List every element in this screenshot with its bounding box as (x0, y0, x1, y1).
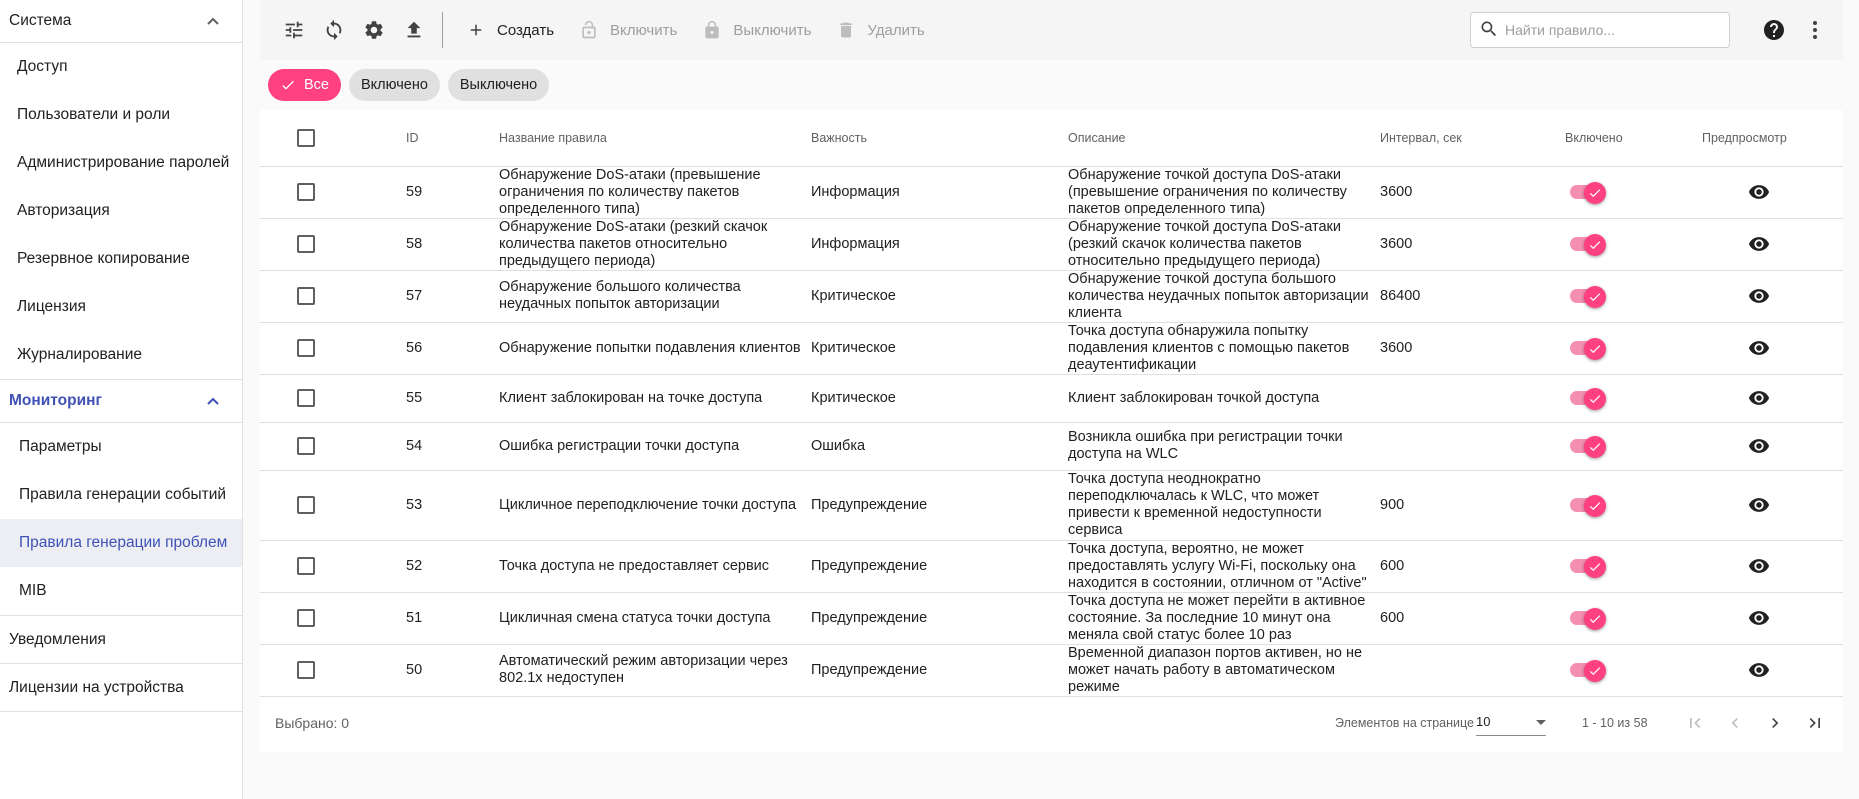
enabled-cell (1561, 374, 1698, 422)
row-checkbox[interactable] (297, 557, 315, 575)
row-select-cell (260, 322, 402, 374)
row-checkbox[interactable] (297, 235, 315, 253)
header-name[interactable]: Название правила (495, 110, 807, 166)
rule-id: 50 (402, 644, 495, 696)
rule-name: Обнаружение большого количества неудачных попыток авторизации (495, 270, 807, 322)
sidebar-item-label: Доступ (17, 58, 68, 75)
enabled-toggle[interactable] (1570, 338, 1606, 358)
rule-name: Цикличная смена статуса точки доступа (495, 592, 807, 644)
row-checkbox[interactable] (297, 339, 315, 357)
sidebar-item-label: Администрирование паролей (17, 154, 230, 171)
refresh-icon[interactable] (314, 10, 354, 50)
sidebar-item-authorization[interactable] (0, 187, 242, 235)
main-content (260, 0, 1843, 731)
trash-icon (835, 19, 857, 41)
rule-name: Обнаружение DoS-атаки (превышение ограничения по количеству пакетов определенного типа) (495, 166, 807, 218)
header-interval[interactable]: Интервал, сек (1376, 110, 1561, 166)
rule-severity: Критическое (807, 322, 1064, 374)
delete-button[interactable] (825, 12, 938, 48)
per-page-value: 10 (1476, 714, 1491, 729)
sidebar-group-label: Лицензии на устройства (9, 678, 184, 696)
rule-severity: Критическое (807, 270, 1064, 322)
enabled-cell (1561, 166, 1698, 218)
table-row[interactable] (260, 322, 1843, 374)
preview-cell (1698, 540, 1843, 592)
rule-id: 58 (402, 218, 495, 270)
enabled-toggle[interactable] (1570, 608, 1606, 628)
sidebar-item-label: Параметры (19, 438, 102, 455)
sidebar-group-device-licenses[interactable] (0, 664, 242, 712)
enabled-cell (1561, 270, 1698, 322)
plus-icon (465, 19, 487, 41)
check-icon (1584, 338, 1606, 360)
preview-cell (1698, 592, 1843, 644)
rule-description: Обнаружение точкой доступа DoS-атаки (превышение ограничения по количеству пакетов определенного типа) (1064, 166, 1376, 218)
rule-description: Обнаружение точкой доступа DoS-атаки (резкий скачок количества пакетов относительно предыдущего периода) (1064, 218, 1376, 270)
help-icon[interactable] (1758, 14, 1790, 46)
enable-button-label: Включить (610, 21, 678, 39)
rule-interval (1376, 644, 1561, 696)
create-button[interactable] (455, 12, 568, 48)
check-icon (280, 77, 296, 93)
rule-name: Обнаружение попытки подавления клиентов (495, 322, 807, 374)
table-row[interactable] (260, 270, 1843, 322)
rules-table (260, 110, 1843, 697)
toolbar-divider (442, 12, 443, 48)
table-row[interactable] (260, 644, 1843, 696)
enabled-cell (1561, 322, 1698, 374)
preview-cell (1698, 322, 1843, 374)
search-input[interactable] (1505, 22, 1715, 38)
enabled-cell (1561, 644, 1698, 696)
rule-severity: Предупреждение (807, 592, 1064, 644)
rule-severity: Критическое (807, 374, 1064, 422)
enable-button[interactable] (568, 12, 691, 48)
sidebar-item-label: Правила генерации проблем (19, 534, 228, 551)
sidebar-item-label: MIB (19, 582, 47, 599)
dropdown-arrow-icon (1536, 714, 1546, 729)
row-select-cell (260, 540, 402, 592)
rule-interval (1376, 422, 1561, 470)
preview-cell (1698, 166, 1843, 218)
rule-severity: Ошибка (807, 422, 1064, 470)
rule-interval: 900 (1376, 470, 1561, 540)
rule-severity: Предупреждение (807, 470, 1064, 540)
check-icon (1584, 286, 1606, 308)
enabled-cell (1561, 592, 1698, 644)
table-row[interactable] (260, 422, 1843, 470)
rule-name: Обнаружение DoS-атаки (резкий скачок количества пакетов относительно предыдущего периода) (495, 218, 807, 270)
rule-description: Временной диапазон портов активен, но не может начать работу в автоматическом режиме (1064, 644, 1376, 696)
enabled-toggle[interactable] (1570, 182, 1606, 202)
eye-icon[interactable] (1748, 285, 1839, 307)
sidebar-item-license[interactable] (0, 283, 242, 331)
filter-chip-label: Все (304, 77, 329, 93)
rule-interval: 3600 (1376, 166, 1561, 218)
row-checkbox[interactable] (297, 389, 315, 407)
sidebar-item-password-admin[interactable] (0, 139, 242, 187)
table-row[interactable] (260, 540, 1843, 592)
header-select (260, 110, 402, 166)
rule-id: 52 (402, 540, 495, 592)
row-checkbox[interactable] (297, 496, 315, 514)
row-select-cell (260, 374, 402, 422)
rule-name: Ошибка регистрации точки доступа (495, 422, 807, 470)
enabled-toggle[interactable] (1570, 436, 1606, 456)
next-page-icon[interactable] (1760, 708, 1790, 738)
sidebar-item-label: Журналирование (17, 346, 142, 363)
enabled-toggle[interactable] (1570, 286, 1606, 306)
rule-id: 59 (402, 166, 495, 218)
disable-button[interactable] (691, 12, 825, 48)
eye-icon[interactable] (1748, 435, 1839, 457)
preview-cell (1698, 470, 1843, 540)
sidebar-item-users-roles[interactable] (0, 91, 242, 139)
sidebar-group-label: Мониторинг (9, 392, 102, 409)
pagination (1680, 708, 1830, 738)
sidebar-group-system[interactable] (0, 0, 242, 43)
rule-interval: 86400 (1376, 270, 1561, 322)
rule-description: Точка доступа, вероятно, не может предоставлять услугу Wi-Fi, поскольку она находится в состоянии, отличном от "Active" (1064, 540, 1376, 592)
sidebar (0, 0, 243, 799)
eye-icon[interactable] (1748, 387, 1839, 409)
first-page-icon[interactable] (1680, 708, 1710, 738)
preview-cell (1698, 422, 1843, 470)
eye-icon[interactable] (1748, 233, 1839, 255)
create-button-label: Создать (497, 21, 555, 39)
filter-chip-disabled[interactable] (448, 69, 549, 101)
tune-icon[interactable] (274, 10, 314, 50)
more-vert-icon[interactable] (1805, 14, 1825, 46)
row-checkbox[interactable] (297, 437, 315, 455)
delete-button-label: Удалить (867, 21, 925, 39)
sidebar-group-notifications[interactable] (0, 616, 242, 664)
lock-open-icon (578, 19, 600, 41)
check-icon (1584, 608, 1606, 630)
filter-chip-all[interactable] (268, 69, 341, 101)
eye-icon[interactable] (1748, 607, 1839, 629)
enabled-toggle[interactable] (1570, 556, 1606, 576)
check-icon (1584, 436, 1606, 458)
rule-id: 55 (402, 374, 495, 422)
chevron-up-icon (206, 394, 220, 408)
per-page-label: Элементов на странице (1335, 716, 1474, 730)
rule-interval: 600 (1376, 592, 1561, 644)
last-page-icon[interactable] (1800, 708, 1830, 738)
filter-chip-label: Выключено (459, 77, 538, 93)
sidebar-item-backup[interactable] (0, 235, 242, 283)
sidebar-group-label: Система (9, 12, 72, 29)
sidebar-item-label: Лицензия (17, 298, 86, 315)
sidebar-item-mib[interactable] (0, 567, 242, 615)
enabled-cell (1561, 218, 1698, 270)
sidebar-item-label: Резервное копирование (17, 250, 190, 267)
disable-button-label: Выключить (733, 21, 812, 39)
rule-description: Точка доступа не может перейти в активное состояние. За последние 10 минут она меняла свой статус более 10 раз (1064, 592, 1376, 644)
check-icon (1584, 495, 1606, 517)
rule-name: Клиент заблокирован на точке доступа (495, 374, 807, 422)
check-icon (1584, 182, 1606, 204)
rule-name: Цикличное переподключение точки доступа (495, 470, 807, 540)
row-checkbox[interactable] (297, 183, 315, 201)
table-body (260, 166, 1843, 696)
rule-id: 57 (402, 270, 495, 322)
rule-interval: 600 (1376, 540, 1561, 592)
row-select-cell (260, 592, 402, 644)
preview-cell (1698, 270, 1843, 322)
check-icon (1584, 234, 1606, 256)
per-page-select[interactable] (1476, 708, 1546, 736)
header-enabled[interactable]: Включено (1561, 110, 1698, 166)
search-box (1470, 12, 1730, 48)
prev-page-icon[interactable] (1720, 708, 1750, 738)
rule-name: Точка доступа не предоставляет сервис (495, 540, 807, 592)
enabled-toggle[interactable] (1570, 660, 1606, 680)
row-select-cell (260, 422, 402, 470)
upload-icon[interactable] (394, 10, 434, 50)
sidebar-item-label: Пользователи и роли (17, 106, 171, 123)
enabled-cell (1561, 422, 1698, 470)
check-icon (1584, 660, 1606, 682)
sidebar-item-event-rules[interactable] (0, 471, 242, 519)
eye-icon[interactable] (1748, 181, 1839, 203)
eye-icon[interactable] (1748, 337, 1839, 359)
preview-cell (1698, 374, 1843, 422)
sidebar-group-label: Уведомления (9, 630, 106, 648)
row-select-cell (260, 644, 402, 696)
rule-severity: Предупреждение (807, 644, 1064, 696)
rules-table-card (260, 110, 1843, 752)
eye-icon[interactable] (1748, 555, 1839, 577)
enabled-cell (1561, 470, 1698, 540)
table-footer (260, 694, 1843, 752)
table-row[interactable] (260, 470, 1843, 540)
eye-icon[interactable] (1748, 494, 1839, 516)
check-icon (1584, 388, 1606, 410)
rule-interval: 3600 (1376, 322, 1561, 374)
table-row[interactable] (260, 374, 1843, 422)
sidebar-system-list (0, 43, 242, 380)
row-select-cell (260, 218, 402, 270)
filter-chip-enabled[interactable] (349, 69, 440, 101)
filter-chip-label: Включено (361, 77, 428, 93)
rule-interval (1376, 374, 1561, 422)
rule-severity: Предупреждение (807, 540, 1064, 592)
page-range: 1 - 10 из 58 (1582, 716, 1648, 730)
selected-count: Выбрано: 0 (275, 715, 350, 731)
preview-cell (1698, 644, 1843, 696)
eye-icon[interactable] (1748, 659, 1839, 681)
select-all-checkbox[interactable] (297, 129, 315, 147)
rule-description: Обнаружение точкой доступа большого количества неудачных попыток авторизации клиента (1064, 270, 1376, 322)
sidebar-item-problem-rules[interactable] (0, 519, 242, 567)
check-icon (1584, 556, 1606, 578)
enabled-toggle[interactable] (1570, 388, 1606, 408)
sidebar-group-monitoring[interactable] (0, 380, 242, 423)
enabled-toggle[interactable] (1570, 495, 1606, 515)
lock-icon (701, 19, 723, 41)
rule-id: 51 (402, 592, 495, 644)
toolbar (260, 0, 1843, 60)
rule-interval: 3600 (1376, 218, 1561, 270)
row-select-cell (260, 166, 402, 218)
gear-icon[interactable] (354, 10, 394, 50)
row-select-cell (260, 270, 402, 322)
row-checkbox[interactable] (297, 661, 315, 679)
rule-description: Возникла ошибка при регистрации точки доступа на WLC (1064, 422, 1376, 470)
rule-description: Клиент заблокирован точкой доступа (1064, 374, 1376, 422)
sidebar-monitoring-list (0, 423, 242, 616)
rule-description: Точка доступа обнаружила попытку подавления клиентов с помощью пакетов деаутентификации (1064, 322, 1376, 374)
filter-chips (260, 60, 1843, 110)
enabled-cell (1561, 540, 1698, 592)
sidebar-item-label: Авторизация (17, 202, 110, 219)
sidebar-item-logging[interactable] (0, 331, 242, 379)
row-select-cell (260, 470, 402, 540)
table-row[interactable] (260, 218, 1843, 270)
preview-cell (1698, 218, 1843, 270)
header-description[interactable]: Описание (1064, 110, 1376, 166)
rule-id: 56 (402, 322, 495, 374)
sidebar-item-access[interactable] (0, 43, 242, 91)
sidebar-item-parameters[interactable] (0, 423, 242, 471)
row-checkbox[interactable] (297, 287, 315, 305)
rule-severity: Информация (807, 166, 1064, 218)
row-checkbox[interactable] (297, 609, 315, 627)
table-row[interactable] (260, 166, 1843, 218)
header-id[interactable]: ID (402, 110, 495, 166)
enabled-toggle[interactable] (1570, 234, 1606, 254)
rule-severity: Информация (807, 218, 1064, 270)
table-header-row (260, 110, 1843, 166)
rule-id: 54 (402, 422, 495, 470)
header-severity[interactable]: Важность (807, 110, 1064, 166)
rule-name: Автоматический режим авторизации через 802.1x недоступен (495, 644, 807, 696)
chevron-up-icon (206, 14, 220, 28)
header-preview: Предпросмотр (1698, 110, 1843, 166)
sidebar-item-label: Правила генерации событий (19, 486, 227, 503)
rule-id: 53 (402, 470, 495, 540)
table-row[interactable] (260, 592, 1843, 644)
search-icon (1479, 19, 1499, 42)
rule-description: Точка доступа неоднократно переподключалась к WLC, что может привести к временной недоступности сервиса (1064, 470, 1376, 540)
